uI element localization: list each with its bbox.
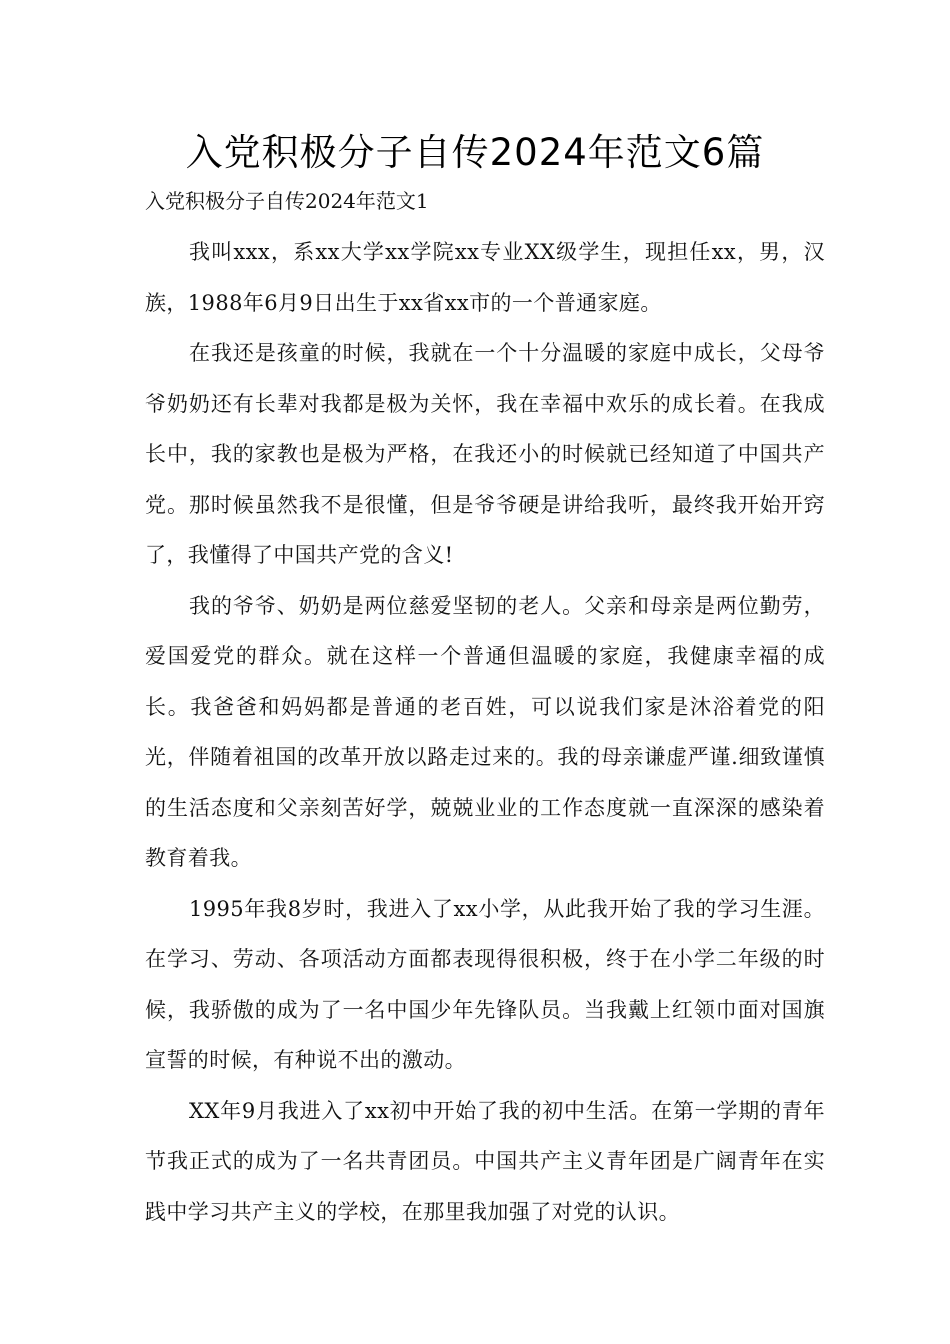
paragraph-3: 我的爷爷、奶奶是两位慈爱坚韧的老人。父亲和母亲是两位勤劳，爱国爱党的群众。就在这样一个普通但温暖的家庭，我健康幸福的成长。我爸爸和妈妈都是普通的老百姓，可以说我们家是沐浴着党的阳光，伴随着祖国的改革开放以路走过来的。我的母亲谦虚严谨.细致谨慎的生活态度和父亲刻苦好学，兢兢业业的工作态度就一直深深的感染着教育着我。 [145, 593, 825, 870]
paragraph-2: 在我还是孩童的时候，我就在一个十分温暖的家庭中成长，父母爷爷奶奶还有长辈对我都是极为关怀，我在幸福中欢乐的成长着。在我成长中，我的家教也是极为严格，在我还小的时候就已经知道了中国共产党。那时候虽然我不是很懂，但是爷爷硬是讲给我听，最终我开始开窍了，我懂得了中国共产党的含义! [145, 341, 825, 567]
paragraph-1: 我叫xxx，系xx大学xx学院xx专业XX级学生，现担任xx，男，汉族，1988年6月9日出生于xx省xx市的一个普通家庭。 [145, 240, 825, 315]
paragraph-5: XX年9月我进入了xx初中开始了我的初中生活。在第一学期的青年节我正式的成为了一名共青团员。中国共产主义青年团是广阔青年在实践中学习共产主义的学校，在那里我加强了对党的认识。 [145, 1098, 825, 1224]
paragraph-4: 1995年我8岁时，我进入了xx小学，从此我开始了我的学习生涯。在学习、劳动、各项活动方面都表现得很积极，终于在小学二年级的时候，我骄傲的成为了一名中国少年先锋队员。当我戴上红领巾面对国旗宣誓的时候，有种说不出的激动。 [145, 896, 825, 1072]
document-title: 入党积极分子自传2024年范文6篇 [185, 131, 765, 174]
document-body [145, 227, 825, 1237]
section-subtitle: 入党积极分子自传2024年范文1 [145, 189, 429, 213]
